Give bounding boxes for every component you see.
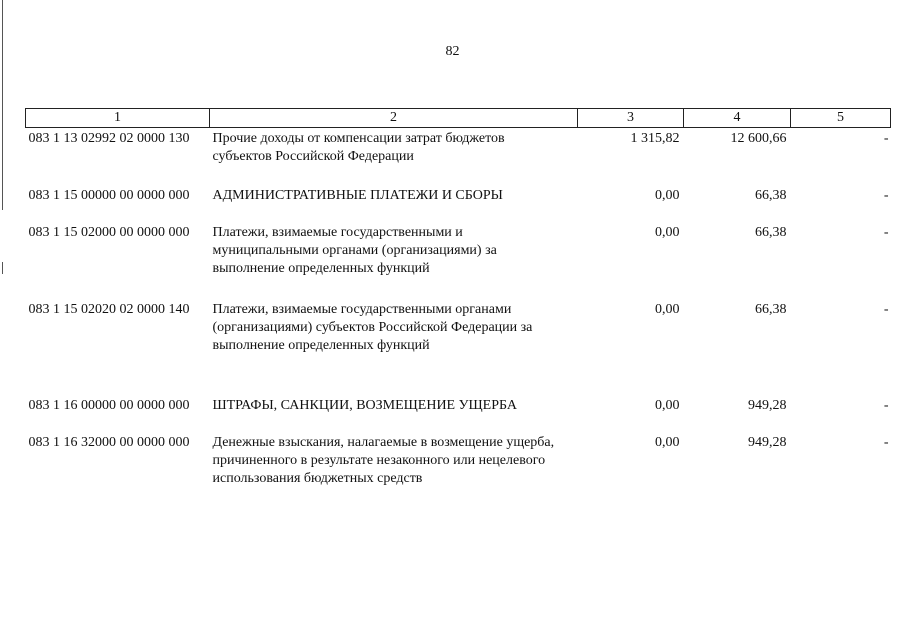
value-col5: - bbox=[883, 301, 889, 317]
value-col4: 949,28 bbox=[748, 434, 787, 450]
table-row bbox=[26, 432, 891, 508]
header-cell-4: 4 bbox=[684, 109, 791, 128]
value-col4: 12 600,66 bbox=[730, 131, 787, 146]
value-col5: - bbox=[883, 434, 889, 450]
margin-rule bbox=[2, 0, 3, 210]
table-row bbox=[26, 222, 891, 299]
budget-table bbox=[25, 108, 891, 508]
value-col5: - bbox=[883, 397, 889, 413]
value-col5: - bbox=[883, 131, 889, 146]
budget-code: 083 1 15 02020 02 0000 140 bbox=[28, 301, 190, 317]
table-row bbox=[26, 128, 891, 185]
value-col3: 1 315,82 bbox=[630, 131, 680, 146]
table-row bbox=[26, 185, 891, 222]
budget-code: 083 1 15 02000 00 0000 000 bbox=[28, 224, 190, 240]
item-name: ШТРАФЫ, САНКЦИИ, ВОЗМЕЩЕНИЕ УЩЕРБА bbox=[212, 397, 517, 413]
value-col4: 66,38 bbox=[755, 301, 787, 317]
value-col4: 66,38 bbox=[755, 224, 787, 240]
budget-code: 083 1 13 02992 02 0000 130 bbox=[28, 131, 190, 146]
header-cell-1: 1 bbox=[26, 109, 210, 128]
value-col5: - bbox=[883, 187, 889, 203]
header-cell-5: 5 bbox=[791, 109, 891, 128]
table-row bbox=[26, 299, 891, 395]
table-row bbox=[26, 395, 891, 432]
value-col3: 0,00 bbox=[655, 224, 680, 240]
item-name: Платежи, взимаемые государственными органами (организациями) субъектов Российской Федерации за выполнение определенных функций bbox=[212, 301, 533, 353]
item-name: Денежные взыскания, налагаемые в возмещение ущерба, причиненного в результате незаконного или нецелевого использования бюджетных средств bbox=[212, 434, 555, 486]
page-number: 82 bbox=[445, 44, 460, 59]
header-cell-2: 2 bbox=[210, 109, 578, 128]
margin-tick bbox=[2, 262, 3, 274]
value-col4: 66,38 bbox=[755, 187, 787, 203]
value-col5: - bbox=[883, 224, 889, 240]
header-row bbox=[26, 109, 891, 128]
item-name: АДМИНИСТРАТИВНЫЕ ПЛАТЕЖИ И СБОРЫ bbox=[212, 187, 503, 203]
value-col3: 0,00 bbox=[655, 301, 680, 317]
budget-code: 083 1 16 00000 00 0000 000 bbox=[28, 397, 190, 413]
budget-code: 083 1 16 32000 00 0000 000 bbox=[28, 434, 190, 450]
item-name: Платежи, взимаемые государственными и муниципальными органами (организациями) за выполнение определенных функций bbox=[212, 224, 497, 276]
item-name: Прочие доходы от компенсации затрат бюджетов субъектов Российской Федерации bbox=[212, 131, 505, 164]
value-col4: 949,28 bbox=[748, 397, 787, 413]
value-col3: 0,00 bbox=[655, 434, 680, 450]
value-col3: 0,00 bbox=[655, 397, 680, 413]
budget-code: 083 1 15 00000 00 0000 000 bbox=[28, 187, 190, 203]
value-col3: 0,00 bbox=[655, 187, 680, 203]
header-cell-3: 3 bbox=[578, 109, 684, 128]
